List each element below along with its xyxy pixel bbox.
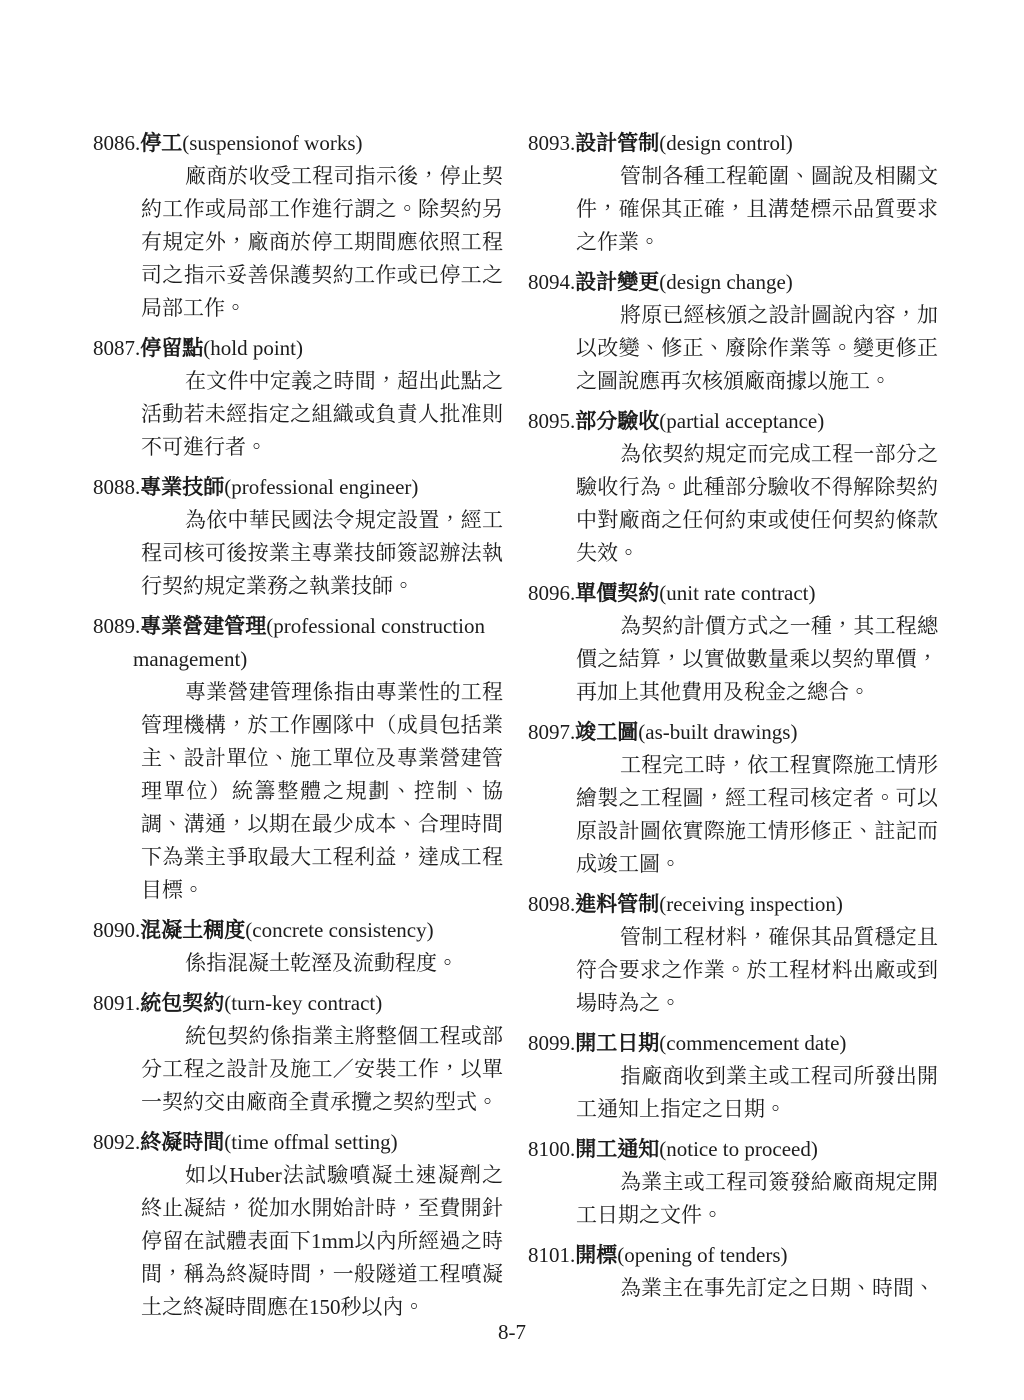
entry-heading [93, 471, 503, 504]
entry-number: 8088. [93, 475, 141, 499]
entry-definition: 統包契約係指業主將整個工程或部分工程之設計及施工／安裝工作，以單一契約交由廠商全責承攬之契約型式。 [141, 1024, 503, 1114]
entry-heading [528, 1133, 938, 1166]
entry-term-en: (hold point) [203, 336, 303, 360]
entry-heading [528, 405, 938, 438]
entry-number: 8092. [93, 1130, 141, 1154]
glossary-entry [93, 1126, 503, 1324]
entry-definition: 廠商於收受工程司指示後，停止契約工作或局部工作進行謂之。除契約另有規定外，廠商於停工期間應依照工程司之指示妥善保護契約工作或已停工之局部工作。 [141, 164, 503, 320]
entry-heading [528, 716, 938, 749]
entry-term-en: (design control) [659, 131, 793, 155]
glossary-entry [93, 332, 503, 464]
glossary-entry [528, 405, 938, 570]
entry-number: 8089. [93, 614, 141, 638]
entry-number: 8094. [528, 270, 576, 294]
entry-term-zh: 竣工圖 [575, 720, 639, 744]
entry-term-zh: 單價契約 [575, 581, 660, 605]
entry-heading [528, 127, 938, 160]
entry-term-zh: 統包契約 [140, 991, 225, 1015]
entry-heading [93, 332, 503, 365]
right-column [528, 120, 938, 1305]
glossary-entry [528, 888, 938, 1020]
entry-definition: 指廠商收到業主或工程司所發出開工通知上指定之日期。 [576, 1064, 938, 1121]
entry-number: 8091. [93, 991, 141, 1015]
entry-term-en: (commencement date) [659, 1031, 847, 1055]
entry-heading [528, 266, 938, 299]
glossary-entry [528, 127, 938, 259]
entry-number: 8090. [93, 918, 141, 942]
page-number: 8-7 [498, 1320, 526, 1344]
entry-term-zh: 停留點 [140, 336, 204, 360]
entry-term-zh: 開工通知 [575, 1137, 660, 1161]
entry-definition: 專業營建管理係指由專業性的工程管理機構，於工作團隊中（成員包括業主、設計單位、施工單位及專業營建管理單位）統籌整體之規劃、控制、協調、溝通，以期在最少成本、合理時間下為業主爭取最大工程利益，達成工程目標。 [141, 680, 503, 902]
entry-number: 8100. [528, 1137, 576, 1161]
entry-term-en: (time offmal setting) [224, 1130, 398, 1154]
glossary-entry [528, 266, 938, 398]
entry-definition: 管制工程材料，確保其品質穩定且符合要求之作業。於工程材料出廠或到場時為之。 [576, 925, 938, 1015]
entry-number: 8095. [528, 409, 576, 433]
left-column [93, 120, 503, 1324]
entry-definition: 為業主在事先訂定之日期、時間、 [620, 1276, 935, 1300]
entry-term-zh: 終凝時間 [140, 1130, 225, 1154]
entry-heading [93, 610, 503, 676]
entry-number: 8097. [528, 720, 576, 744]
entry-number: 8099. [528, 1031, 576, 1055]
entry-term-zh: 設計變更 [575, 270, 660, 294]
entry-definition: 為依契約規定而完成工程一部分之驗收行為。此種部分驗收不得解除契約中對廠商之任何約束或使任何契約條款失效。 [576, 442, 938, 565]
entry-number: 8098. [528, 892, 576, 916]
glossary-entry [93, 610, 503, 907]
entry-definition: 工程完工時，依工程實際施工情形繪製之工程圖，經工程司核定者。可以原設計圖依實際施工情形修正、註記而成竣工圖。 [576, 753, 938, 876]
entry-heading [528, 1027, 938, 1060]
entry-definition: 管制各種工程範圍、圖說及相關文件，確保其正確，且溝楚標示品質要求之作業。 [576, 164, 938, 254]
entry-heading [93, 127, 503, 160]
entry-number: 8096. [528, 581, 576, 605]
glossary-entry [528, 1027, 938, 1126]
entry-term-zh: 開工日期 [575, 1031, 660, 1055]
entry-term-en: (professional engineer) [224, 475, 419, 499]
glossary-entry [528, 716, 938, 881]
glossary-entry [93, 914, 503, 980]
entry-number: 8093. [528, 131, 576, 155]
entry-term-en: (as-built drawings) [638, 720, 798, 744]
entry-definition: 將原已經核頒之設計圖說內容，加以改變、修正、廢除作業等。變更修正之圖說應再次核頒廠商據以施工。 [576, 303, 938, 393]
entry-heading [528, 577, 938, 610]
entry-term-zh: 專業技師 [140, 475, 225, 499]
entry-term-zh: 進料管制 [575, 892, 660, 916]
entry-term-en: (partial acceptance) [659, 409, 825, 433]
entry-number: 8101. [528, 1243, 576, 1267]
entry-term-en: (opening of tenders) [617, 1243, 788, 1267]
entry-term-en: (receiving inspection) [659, 892, 843, 916]
entry-term-zh: 部分驗收 [575, 409, 660, 433]
glossary-entry [93, 127, 503, 325]
entry-definition: 為契約計價方式之一種，其工程總價之結算，以實做數量乘以契約單價，再加上其他費用及稅金之總合。 [576, 614, 938, 704]
entry-term-en: (concrete consistency) [245, 918, 434, 942]
glossary-entry [93, 987, 503, 1119]
entry-heading [93, 1126, 503, 1159]
entry-definition: 在文件中定義之時間，超出此點之活動若未經指定之組織或負責人批准則不可進行者。 [141, 369, 503, 459]
glossary-entry [528, 1133, 938, 1232]
glossary-entry [528, 577, 938, 709]
glossary-entry [93, 471, 503, 603]
entry-term-zh: 開標 [575, 1243, 618, 1267]
entry-term-en: (professional construction management) [133, 614, 485, 671]
entry-number: 8087. [93, 336, 141, 360]
glossary-entry [528, 1239, 938, 1305]
entry-term-en: (suspensionof works) [182, 131, 363, 155]
entry-term-en: (design change) [659, 270, 793, 294]
entry-definition: 係指混凝土乾溼及流動程度。 [185, 951, 458, 975]
entry-definition: 如以Huber法試驗噴凝土速凝劑之終止凝結，從加水開始計時，至費開針停留在試體表面下1mm以內所經過之時間，稱為終凝時間，一般隧道工程噴凝土之終凝時間應在150秒以內。 [141, 1163, 503, 1319]
entry-term-zh: 停工 [140, 131, 183, 155]
entry-heading [528, 1239, 938, 1272]
entry-term-en: (notice to proceed) [659, 1137, 818, 1161]
entry-heading [93, 987, 503, 1020]
entry-term-en: (unit rate contract) [659, 581, 816, 605]
entry-term-zh: 混凝土稠度 [140, 918, 246, 942]
entry-heading [93, 914, 503, 947]
entry-number: 8086. [93, 131, 141, 155]
entry-term-en: (turn-key contract) [224, 991, 383, 1015]
entry-term-zh: 專業營建管理 [140, 614, 267, 638]
entry-definition: 為依中華民國法令規定設置，經工程司核可後按業主專業技師簽認辦法執行契約規定業務之執業技師。 [141, 508, 503, 598]
entry-definition: 為業主或工程司簽發給廠商規定開工日期之文件。 [576, 1170, 938, 1227]
entry-heading [528, 888, 938, 921]
entry-term-zh: 設計管制 [575, 131, 660, 155]
